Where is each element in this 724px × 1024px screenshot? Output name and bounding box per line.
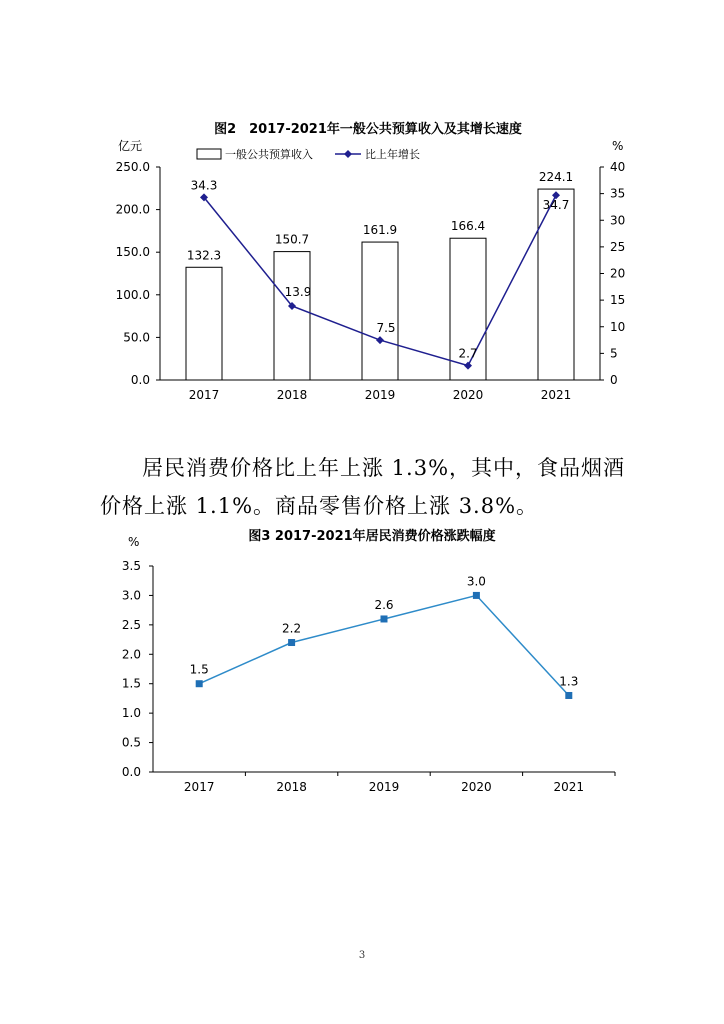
- cpi-point: [381, 615, 388, 622]
- revenue-x-tick-label: 2021: [540, 388, 572, 402]
- cpi-y-tick-label: 1.5: [121, 676, 141, 691]
- revenue-chart-title: 图2 2017-2021年一般公共预算收入及其增长速度: [214, 122, 522, 137]
- growth-value-label: 34.7: [542, 198, 570, 213]
- cpi-axis-unit: %: [128, 535, 140, 549]
- cpi-point: [473, 592, 480, 599]
- cpi-value-label: 2.6: [374, 597, 394, 612]
- revenue-right-axis-unit: %: [612, 139, 624, 153]
- cpi-value-label: 1.3: [559, 674, 579, 689]
- bar-value-label: 132.3: [186, 248, 222, 263]
- cpi-point: [565, 692, 572, 699]
- right-tick-label: 30: [610, 213, 626, 228]
- cpi-y-tick-label: 3.5: [121, 559, 141, 573]
- growth-value-label: 7.5: [376, 321, 396, 336]
- right-tick-label: 40: [610, 160, 626, 174]
- growth-value-label: 2.7: [458, 346, 478, 361]
- page-number: 3: [358, 950, 366, 961]
- cpi-chart-title: 图3 2017-2021年居民消费价格涨跌幅度: [248, 529, 496, 544]
- bar-value-label: 224.1: [538, 170, 574, 185]
- growth-value-label: 13.9: [284, 284, 312, 299]
- right-tick-label: 25: [610, 239, 626, 254]
- right-tick-label: 15: [610, 293, 626, 308]
- right-tick-label: 5: [610, 346, 618, 361]
- legend-line-label: 比上年增长: [365, 148, 420, 161]
- cpi-x-tick-label: 2021: [553, 780, 585, 794]
- right-tick-label: 20: [610, 266, 626, 281]
- cpi-point: [196, 680, 203, 687]
- right-tick-label: 0: [610, 373, 618, 387]
- left-tick-label: 0.0: [130, 373, 150, 387]
- bar-value-label: 166.4: [450, 219, 486, 234]
- right-tick-label: 10: [610, 319, 626, 334]
- bar-value-label: 161.9: [362, 223, 398, 238]
- cpi-y-tick-label: 1.0: [121, 706, 141, 721]
- legend-bar-label: 一般公共预算收入: [225, 148, 313, 161]
- cpi-x-tick-label: 2020: [461, 780, 492, 794]
- cpi-value-label: 1.5: [189, 662, 209, 677]
- cpi-x-tick-label: 2017: [183, 780, 215, 794]
- revenue-x-tick-label: 2018: [276, 388, 308, 402]
- revenue-left-axis-unit: 亿元: [118, 139, 143, 153]
- cpi-y-tick-label: 0.0: [121, 765, 141, 779]
- left-tick-label: 200.0: [115, 202, 150, 217]
- revenue-x-tick-label: 2017: [188, 388, 220, 402]
- cpi-y-tick-label: 0.5: [121, 735, 141, 750]
- bar-value-label: 150.7: [274, 232, 310, 247]
- left-tick-label: 150.0: [115, 245, 150, 260]
- revenue-x-tick-label: 2020: [452, 388, 484, 402]
- growth-value-label: 34.3: [190, 178, 218, 193]
- cpi-x-tick-label: 2018: [276, 780, 307, 794]
- revenue-x-tick-label: 2019: [364, 388, 396, 402]
- cpi-value-label: 3.0: [466, 574, 486, 589]
- cpi-value-label: 2.2: [282, 621, 302, 636]
- cpi-x-tick-label: 2019: [368, 780, 400, 794]
- cpi-y-tick-label: 2.0: [121, 647, 141, 662]
- left-tick-label: 50.0: [123, 330, 150, 345]
- cpi-y-tick-label: 3.0: [121, 588, 141, 603]
- right-tick-label: 35: [610, 186, 626, 201]
- left-tick-label: 250.0: [115, 160, 150, 174]
- body-paragraph: 居民消费价格比上年上涨 1.3%，其中，食品烟酒价格上涨 1.1%。商品零售价格上涨 3.8%。: [100, 456, 626, 518]
- cpi-y-tick-label: 2.5: [121, 617, 141, 632]
- cpi-point: [288, 639, 295, 646]
- left-tick-label: 100.0: [115, 287, 150, 302]
